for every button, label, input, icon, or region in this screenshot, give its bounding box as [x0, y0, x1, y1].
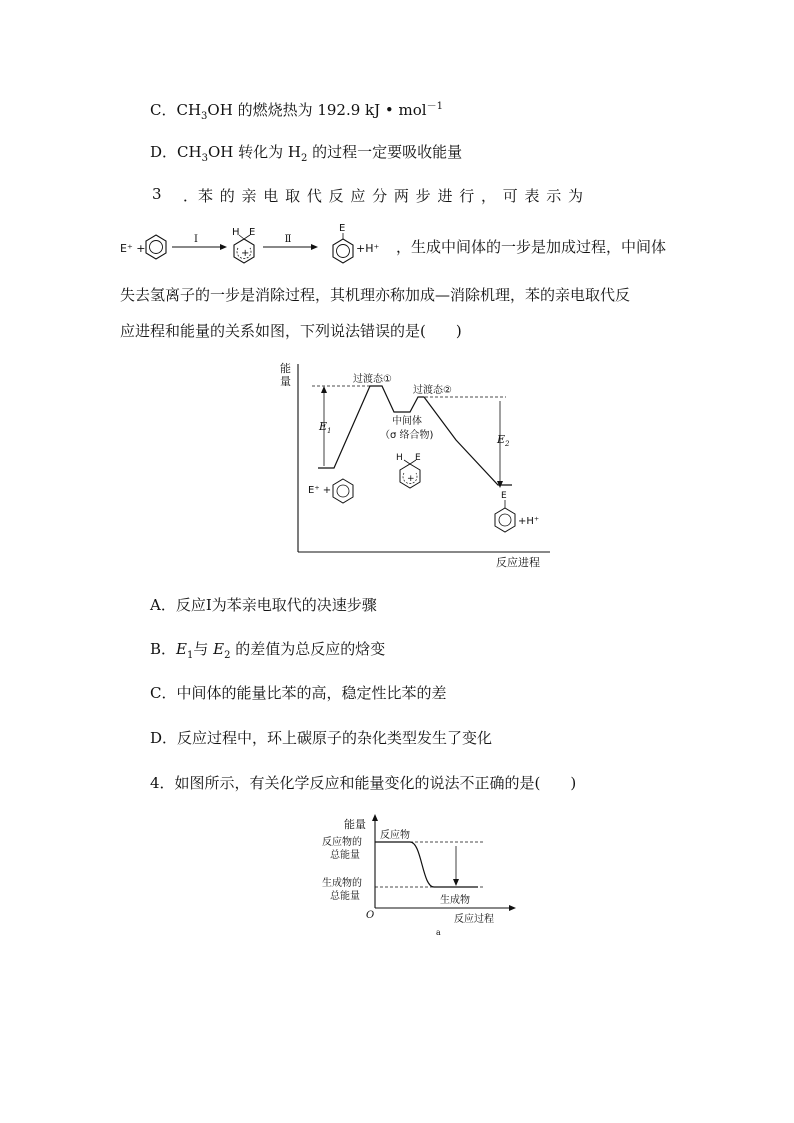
scheme-step-1: Ⅰ [194, 234, 198, 245]
q3-stem-line4: 应进程和能量的关系如图，下列说法错误的是( ) [120, 322, 462, 340]
q4-product-energy-label-2: 总能量 [330, 891, 360, 902]
q3-ts1-label: 过渡态① [353, 374, 392, 385]
q4-caption: a [436, 928, 441, 937]
scheme-product-icon [333, 223, 353, 263]
q3-e1-label: $E_1$ [319, 420, 332, 435]
q3-e2-label: $E_2$ [497, 433, 510, 448]
q3-stem-line1: ．苯 的 亲 电 取 代 反 应 分 两 步 进 行 ， 可 表 示 为 [183, 187, 584, 205]
scheme-inter-plus: + [241, 248, 250, 259]
scheme-benzene-icon [146, 235, 166, 259]
q3-option-b: B．$E_1$与 $E_2$ 的差值为总反应的焓变 [150, 640, 386, 661]
scheme-product-h: +H⁺ [356, 242, 380, 255]
q4-reactant-tag: 反应物 [380, 830, 410, 841]
scheme-arrow-1-head [220, 244, 227, 250]
q3-reactant-label: E⁺ + [308, 485, 332, 496]
q2-option-d: D．$CH_3OH$ 转化为 $H_2$ 的过程一定要吸收能量 [150, 143, 463, 164]
scheme-step-2: Ⅱ [284, 234, 292, 245]
q3-ts2-label: 过渡态② [413, 385, 452, 396]
scheme-arrow-2-head [311, 244, 318, 250]
q3-inter-h: H [396, 453, 403, 463]
q4-energy-diagram [318, 812, 518, 940]
q4-y-axis-head [372, 814, 378, 821]
scheme-reactant: E⁺ + [120, 242, 146, 255]
q3-reactant-benzene-icon [333, 479, 353, 503]
q4-reactant-energy-label-1: 反应物的 [322, 837, 362, 848]
q4-reactant-energy-label-2: 总能量 [330, 850, 360, 861]
q2-option-c: C．$CH_3OH$ 的燃烧热为 192.9 kJ • mol$^{-1}$ [150, 101, 443, 122]
scheme-intermediate-icon [232, 227, 255, 263]
q4-origin-label: O [366, 910, 375, 921]
q3-intermediate-label: 中间体 [392, 416, 422, 427]
q3-energy-diagram [270, 360, 560, 570]
q3-number: 3 [152, 185, 162, 203]
q3-intermediate-icon [396, 453, 421, 488]
q3-stem-line3: 失去氢离子的一步是消除过程，其机理亦称加成—消除机理，苯的亲电取代反 [120, 286, 631, 304]
q3-inter-plus: + [407, 474, 415, 484]
q3-diagram-ylabel-2: 量 [280, 375, 291, 388]
q4-x-label: 反应过程 [454, 914, 494, 925]
q3-stem-line2: ，生成中间体的一步是加成过程，中间体 [396, 238, 667, 256]
q3-sigma-complex-label: （σ 络合物) [380, 430, 434, 441]
q3-product-icon [495, 491, 515, 532]
q3-option-a: A．反应Ⅰ为苯亲电取代的决速步骤 [150, 596, 377, 614]
scheme-inter-e: E [249, 227, 256, 238]
q3-prod-e: E [501, 491, 507, 501]
q3-e1-arrow-head [321, 386, 327, 393]
q4-y-label: 能量 [344, 818, 366, 831]
scheme-inter-h: H [232, 227, 240, 238]
q3-x-label: 反应进程 [496, 556, 540, 569]
q3-option-d: D．反应过程中，环上碳原子的杂化类型发生了变化 [150, 729, 493, 747]
q4-energy-curve [375, 842, 478, 887]
q3-option-c: C．中间体的能量比苯的高，稳定性比苯的差 [150, 684, 447, 702]
q3-reaction-scheme [118, 222, 418, 274]
q3-inter-e: E [415, 453, 421, 463]
q4-product-tag: 生成物 [440, 895, 470, 906]
scheme-prod-e: E [339, 223, 346, 234]
q4-product-energy-label-1: 生成物的 [322, 878, 362, 889]
q3-diagram-ylabel-1: 能 [280, 362, 291, 375]
q3-product-h: +H⁺ [518, 516, 540, 527]
q4-energy-arrow-head [453, 879, 459, 886]
q4-stem: 4．如图所示，有关化学反应和能量变化的说法不正确的是( ) [150, 774, 577, 792]
q4-x-axis-head [509, 905, 516, 911]
